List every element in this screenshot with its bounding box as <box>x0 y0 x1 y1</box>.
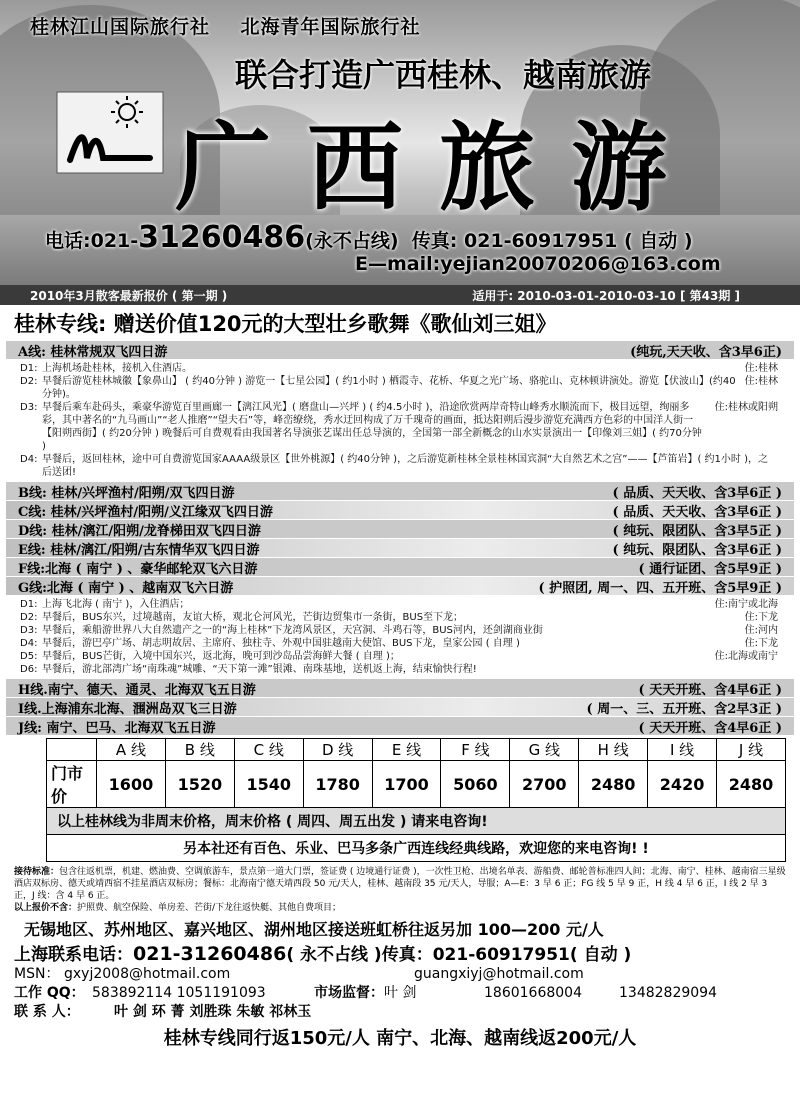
table-header-cell: A 线 <box>97 739 166 761</box>
line-b-header: B线: 桂林/兴坪渔村/阳朔/双飞四日游 ( 品质、天天收、含3早6正 ) <box>6 482 794 500</box>
itinerary-row: D5: 早餐后，BUS芒街，入境中国东兴，返北海，晚可到沙岛品尝海鲜大餐 ( 自理 )； 住:北海或南宁 <box>20 651 778 662</box>
sun-mountain-logo-icon <box>55 90 165 175</box>
price-cell: 1520 <box>165 761 234 808</box>
table-header-cell: H 线 <box>579 739 648 761</box>
price-cell: 1780 <box>303 761 372 808</box>
msn-line: MSN： gxyj2008@hotmail.com guangxiyj@hotmail.com <box>14 966 584 982</box>
line-h-header: H线.南宁、德天、通灵、北海双飞五日游 ( 天天开班、含4早6正 ) <box>6 679 794 697</box>
line-j-header: J线: 南宁、巴马、北海双飞五日游 ( 天天开班、含4早6正 ) <box>6 717 794 735</box>
price-table <box>46 738 786 808</box>
shanghai-fax: 021-60917951 <box>432 945 570 965</box>
price-period-bar: 2010年3月散客最新报价 ( 第一期 ) 适用于: 2010-03-01-2010-03-10 [ 第43期 ] <box>0 285 800 305</box>
shanghai-phone: 021-31260486 <box>133 943 287 965</box>
line-g-itinerary <box>0 596 800 678</box>
msn-2: guangxiyj@hotmail.com <box>414 966 584 982</box>
itinerary-row: D1: 上海飞北海 ( 南宁 )，入住酒店； 住:南宁或北海 <box>20 599 778 610</box>
price-cell: 1600 <box>97 761 166 808</box>
line-i-header: I线.上海浦东北海、涠洲岛双飞三日游 ( 周一、三、五开班、含2早3正 ) <box>6 698 794 716</box>
line-e-header: E线: 桂林/漓江/阳朔/古东情华双飞四日游 ( 纯玩、限团队、含3早6正 ) <box>6 539 794 557</box>
phone-fax-line: 电话:021-31260486(永不占线) 传真: 021-60917951 ( 自动 ) <box>45 220 693 255</box>
itinerary-row: D4: 早餐后，返回桂林，途中可自费游览国家AAAA级景区【世外桃源】( 约40分钟 )，之后游览新桂林全景桂林国宾洞“大自然艺术之宫”——【芦笛岩】( 约1小时 )，之后送团! <box>20 454 768 478</box>
itinerary-row: D4: 早餐后，游巴亭广场、胡志明故居、主席府、独柱寺、外观中国驻越南大使馆、BUS下龙，皇家公园 ( 自理 ) 住:下龙 <box>20 638 778 649</box>
price-table-header-row <box>47 739 786 761</box>
guilin-promo: 桂林专线: 赠送价值120元的大型壮乡歌舞《歌仙刘三姐》 <box>14 312 557 336</box>
price-cell: 2420 <box>648 761 717 808</box>
itinerary-row: D3: 早餐后，乘船游世界八大自然遗产之一的“海上桂林”下龙湾风景区，天宫洞、斗鸡石等，BUS河内，还剑湖商业街 住:河内 <box>20 625 778 636</box>
price-cell: 1540 <box>234 761 303 808</box>
itinerary-row: D3: 早餐后乘车赴码头，乘豪华游览百里画廊一【漓江风光】( 磨盘山—兴坪 ) ( 约4.5小时 )，沿途欣赏两岸奇特山峰秀水顺流而下，极目远望，绚丽多彩，其中著名的“九马画山”“老人推磨”“望夫石”等，峰峦缭绕，秀水迂回构成了万千瑰奇的画面，抵达阳朔后漫步游览充满西方色彩的中国洋人街一【阳朔西街】( 约20分钟 ) 晚餐后可自费观看由我国著名导演张艺谋出任总导演的，全国第一部全新概念的山水实景演出一【印像刘三姐】( 约70分钟 ) 住:桂林或阳朔 <box>20 402 778 452</box>
itinerary-row: D1: 上海机场赴桂林，接机入住酒店。 住:桂林 <box>20 363 778 374</box>
footer-rebate: 桂林专线同行返150元/人 南宁、北海、越南线返200元/人 <box>163 1028 637 1049</box>
price-cell: 2480 <box>717 761 786 808</box>
itinerary-row: D2: 早餐后，BUS东兴，过境越南，友谊大桥，观北仑河风光，芒街边贸集市一条街，BUS至下龙； 住:下龙 <box>20 612 778 623</box>
table-header-cell: J 线 <box>717 739 786 761</box>
main-phone: 31260486 <box>138 220 306 255</box>
agency-beihai-youth: 北海青年国际旅行社 <box>240 16 421 38</box>
msn-1: gxyj2008@hotmail.com <box>64 966 231 982</box>
line-f-header: F线:北海 ( 南宁 ) 、豪华邮轮双飞六日游 ( 通行证团、含5早9正 ) <box>6 558 794 576</box>
price-cell: 2700 <box>510 761 579 808</box>
price-cell: 5060 <box>441 761 510 808</box>
fax-number: 021-60917951 <box>464 230 618 252</box>
line-g-header: G线:北海 ( 南宁 ) 、越南双飞六日游 ( 护照团, 周一、四、五开班、含5早9正 ) <box>6 577 794 595</box>
line-a-itinerary <box>0 360 800 481</box>
agency-guilin-jiangshan: 桂林江山国际旅行社 <box>30 16 211 38</box>
contact-block <box>0 940 800 1022</box>
line-c-header: C线: 桂林/兴坪渔村/阳朔/义江缘双飞四日游 ( 品质、天天收、含3早6正 ) <box>6 501 794 519</box>
table-header-cell: C 线 <box>234 739 303 761</box>
table-header-cell: E 线 <box>372 739 441 761</box>
terms: 接待标准：包含往返机票，机建、燃油费、空调旅游车，景点第一道大门票，签证费 ( 边境通行证费 )，一次性卫枪、出境名单表、游船费、邮轮普标准四人间；北海、南宁、桂林、越南宿三星级酒店双标房、德天或靖西宿不挂星酒店双标房；餐标：北海南宁德天靖西段 50 元/天人，桂林、越南段 35 元/天人，导服；A—E：3 早 6 正；FG 线 5 早 9 正，H 线 4 早 6 正，I 线 2 早 3 正，J 线：含 4 早 6 正。 以上报价不含：护照费、航空保险、单房差、芒街/下龙往返快艇、其他自费项目； <box>14 867 786 913</box>
agency-names <box>30 12 421 39</box>
transfer-note: 无锡地区、苏州地区、嘉兴地区、湖州地区接送班虹桥往返另加 100—200 元/人 <box>24 920 604 939</box>
price-cell: 2480 <box>579 761 648 808</box>
email-address: E—mail:yejian20070206@163.com <box>355 253 721 275</box>
price-cell: 1700 <box>372 761 441 808</box>
other-routes-note: 另本社还有百色、乐业、巴马多条广西连线经典线路，欢迎您的来电咨询! ! <box>46 835 786 862</box>
line-a-header: A线: 桂林常规双飞四日游 (纯玩,天天收、含3早6正) <box>6 341 794 359</box>
table-header-cell: I 线 <box>648 739 717 761</box>
row-label: 门市价 <box>47 761 97 808</box>
people-line: 联 系 人： 叶 剑 环 菁 刘胜珠 朱敏 祁林玉 <box>14 1004 312 1020</box>
qq-numbers: 583892114 1051191093 <box>92 985 266 1001</box>
price-table-value-row <box>47 761 786 808</box>
qq-line: 工作 QQ： 583892114 1051191093 市场监督：叶 剑 18601668004 13482829094 <box>14 985 717 1001</box>
slogan: 联合打造广西桂林、越南旅游 <box>235 56 652 94</box>
itinerary-row: D2: 早餐后游览桂林城徽【象鼻山】 ( 约40分钟 ) 游览一【七星公园】( 约1小时 ) 栖霞寺、花桥、华夏之光广场、骆驼山、克林顿讲演处。游览【伏波山】(约40分钟)。 住:桂林 <box>20 376 778 400</box>
hero-banner <box>0 0 800 285</box>
table-header-cell: F 线 <box>441 739 510 761</box>
table-header-cell: B 线 <box>165 739 234 761</box>
table-header-cell: D 线 <box>303 739 372 761</box>
shanghai-contact-line: 上海联系电话：021-31260486( 永不占线 )传真：021-60917951( 自动 ) <box>14 943 632 965</box>
line-d-header: D线: 桂林/漓江/阳朔/龙脊梯田双飞四日游 ( 纯玩、限团队、含3早5正 ) <box>6 520 794 538</box>
table-header-cell: G 线 <box>510 739 579 761</box>
big-title: 广西旅游 <box>175 111 703 224</box>
itinerary-row: D6: 早餐后，游北部湾广场“南珠魂”城雕、“天下第一滩”银滩、南珠基地，送机返上海，结束愉快行程! <box>20 664 477 675</box>
weekday-price-note: 以上桂林线为非周末价格，周末价格 ( 周四、周五出发 ) 请来电咨询! <box>46 808 786 835</box>
